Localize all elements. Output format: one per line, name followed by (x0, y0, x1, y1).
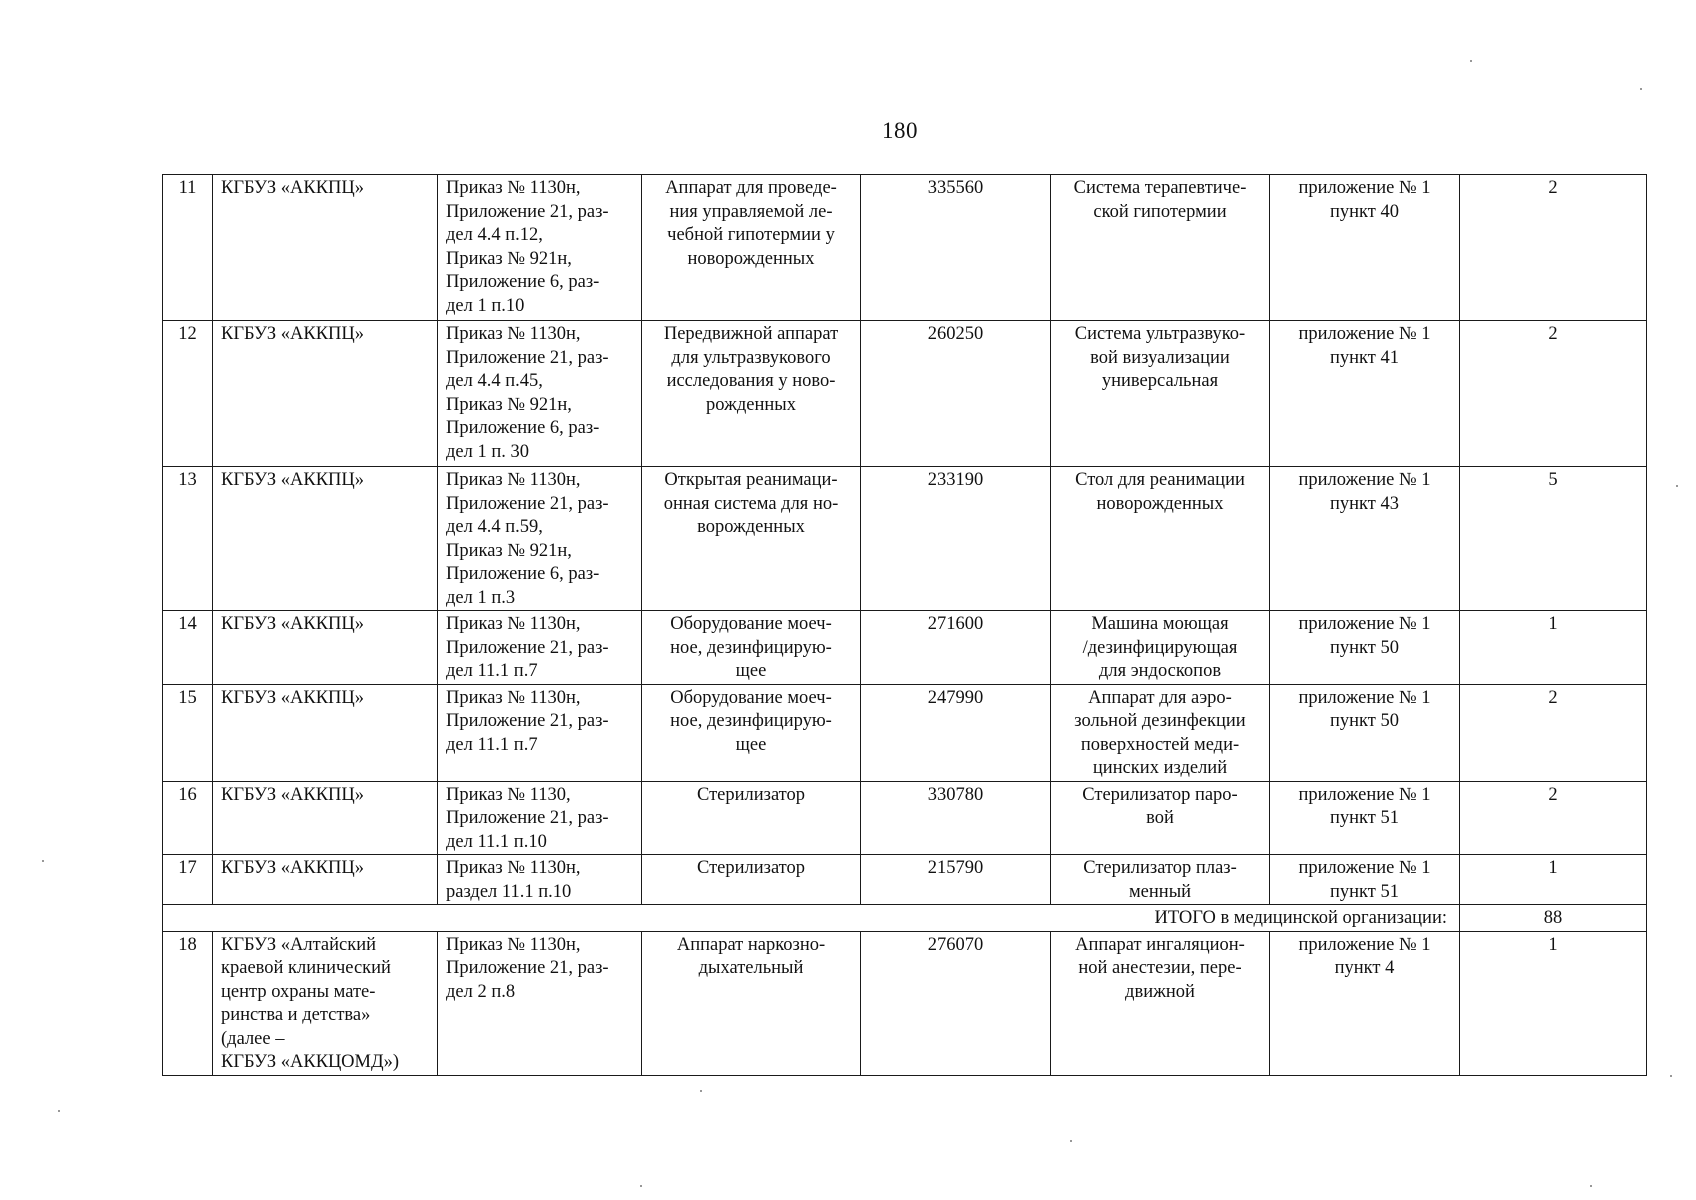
device-name-cell: Стерилизатор (642, 855, 861, 905)
order-reference-cell: Приказ № 1130н, Приложение 21, раз- дел 11.1 п.7 (438, 684, 642, 781)
equipment-table (162, 174, 1647, 1076)
appendix-cell: приложение № 1 пункт 40 (1270, 175, 1460, 321)
order-reference-cell: Приказ № 1130н, Приложение 21, раз- дел 2 п.8 (438, 931, 642, 1075)
appendix-cell: приложение № 1 пункт 41 (1270, 321, 1460, 467)
device-name-cell: Аппарат наркозно- дыхательный (642, 931, 861, 1075)
quantity-cell: 5 (1460, 467, 1647, 611)
table-row (163, 175, 1647, 321)
scan-speck (1676, 485, 1678, 487)
quantity-cell: 1 (1460, 855, 1647, 905)
code-cell: 247990 (861, 684, 1051, 781)
scan-speck (640, 1185, 642, 1187)
device-name-cell: Оборудование моеч- ное, дезинфицирую- щее (642, 684, 861, 781)
system-type-cell: Машина моющая /дезинфицирующая для эндоскопов (1051, 611, 1270, 685)
device-name-cell: Аппарат для проведе- ния управляемой ле- чебной гипотермии у новорожденных (642, 175, 861, 321)
quantity-cell: 2 (1460, 175, 1647, 321)
device-name-cell: Открытая реанимаци- онная система для но- ворожденных (642, 467, 861, 611)
appendix-cell: приложение № 1 пункт 50 (1270, 684, 1460, 781)
code-cell: 215790 (861, 855, 1051, 905)
appendix-cell: приложение № 1 пункт 50 (1270, 611, 1460, 685)
total-value: 88 (1460, 905, 1647, 932)
system-type-cell: Система терапевтиче- ской гипотермии (1051, 175, 1270, 321)
table-row (163, 611, 1647, 685)
system-type-cell: Аппарат для аэро- зольной дезинфекции поверхностей меди- цинских изделий (1051, 684, 1270, 781)
appendix-cell: приложение № 1 пункт 51 (1270, 855, 1460, 905)
scan-speck (1070, 1140, 1072, 1142)
quantity-cell: 2 (1460, 321, 1647, 467)
code-cell: 330780 (861, 781, 1051, 855)
device-name-cell: Стерилизатор (642, 781, 861, 855)
order-reference-cell: Приказ № 1130н, Приложение 21, раз- дел 4.4 п.59, Приказ № 921н, Приложение 6, раз- дел 1 п.3 (438, 467, 642, 611)
code-cell: 335560 (861, 175, 1051, 321)
total-label: ИТОГО в медицинской организации: (163, 905, 1460, 932)
organization-cell: КГБУЗ «АККПЦ» (213, 321, 438, 467)
device-name-cell: Оборудование моеч- ное, дезинфицирую- щее (642, 611, 861, 685)
scan-speck (1470, 60, 1472, 62)
scan-speck (1670, 1075, 1672, 1077)
system-type-cell: Стерилизатор плаз- менный (1051, 855, 1270, 905)
system-type-cell: Стерилизатор паро- вой (1051, 781, 1270, 855)
order-reference-cell: Приказ № 1130, Приложение 21, раз- дел 11.1 п.10 (438, 781, 642, 855)
organization-cell: КГБУЗ «АККПЦ» (213, 467, 438, 611)
total-row (163, 905, 1647, 932)
row-number: 16 (163, 781, 213, 855)
table-row (163, 931, 1647, 1075)
page-number: 180 (882, 118, 918, 143)
organization-cell: КГБУЗ «АККПЦ» (213, 855, 438, 905)
quantity-cell: 1 (1460, 931, 1647, 1075)
row-number: 12 (163, 321, 213, 467)
table-row (163, 684, 1647, 781)
row-number: 14 (163, 611, 213, 685)
code-cell: 233190 (861, 467, 1051, 611)
order-reference-cell: Приказ № 1130н, раздел 11.1 п.10 (438, 855, 642, 905)
order-reference-cell: Приказ № 1130н, Приложение 21, раз- дел 4.4 п.45, Приказ № 921н, Приложение 6, раз- дел 1 п. 30 (438, 321, 642, 467)
row-number: 13 (163, 467, 213, 611)
row-number: 15 (163, 684, 213, 781)
quantity-cell: 2 (1460, 684, 1647, 781)
quantity-cell: 1 (1460, 611, 1647, 685)
appendix-cell: приложение № 1 пункт 43 (1270, 467, 1460, 611)
device-name-cell: Передвижной аппарат для ультразвукового исследования у ново- рожденных (642, 321, 861, 467)
organization-cell: КГБУЗ «Алтайский краевой клинический центр охраны мате- ринства и детства» (далее – КГБУЗ «АККЦОМД») (213, 931, 438, 1075)
table-row (163, 467, 1647, 611)
code-cell: 260250 (861, 321, 1051, 467)
quantity-cell: 2 (1460, 781, 1647, 855)
system-type-cell: Система ультразвуко- вой визуализации универсальная (1051, 321, 1270, 467)
system-type-cell: Стол для реанимации новорожденных (1051, 467, 1270, 611)
organization-cell: КГБУЗ «АККПЦ» (213, 175, 438, 321)
row-number: 11 (163, 175, 213, 321)
scan-speck (58, 1110, 60, 1112)
organization-cell: КГБУЗ «АККПЦ» (213, 611, 438, 685)
table-row (163, 321, 1647, 467)
appendix-cell: приложение № 1 пункт 4 (1270, 931, 1460, 1075)
row-number: 17 (163, 855, 213, 905)
organization-cell: КГБУЗ «АККПЦ» (213, 684, 438, 781)
system-type-cell: Аппарат ингаляцион- ной анестезии, пере- движной (1051, 931, 1270, 1075)
organization-cell: КГБУЗ «АККПЦ» (213, 781, 438, 855)
code-cell: 276070 (861, 931, 1051, 1075)
scan-speck (1590, 1185, 1592, 1187)
code-cell: 271600 (861, 611, 1051, 685)
scan-speck (700, 1090, 702, 1092)
scan-speck (1640, 88, 1642, 90)
order-reference-cell: Приказ № 1130н, Приложение 21, раз- дел 11.1 п.7 (438, 611, 642, 685)
table-row (163, 855, 1647, 905)
table-row (163, 781, 1647, 855)
appendix-cell: приложение № 1 пункт 51 (1270, 781, 1460, 855)
order-reference-cell: Приказ № 1130н, Приложение 21, раз- дел 4.4 п.12, Приказ № 921н, Приложение 6, раз- дел 1 п.10 (438, 175, 642, 321)
scan-speck (42, 860, 44, 862)
row-number: 18 (163, 931, 213, 1075)
